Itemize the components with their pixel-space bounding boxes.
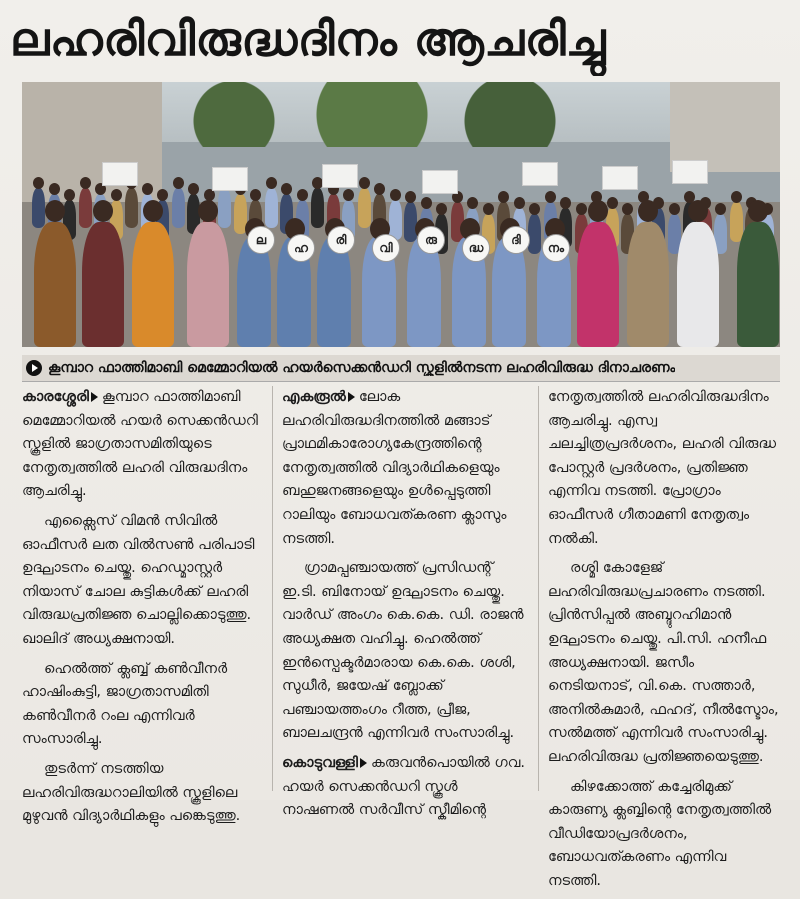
crowd-head bbox=[483, 203, 494, 215]
crowd-head bbox=[669, 203, 680, 215]
crowd-head bbox=[467, 197, 478, 209]
protest-placard bbox=[212, 167, 248, 191]
col3-para-1: നേതൃത്വത്തിൽ ലഹരിവിരുദ്ധദിനം ആചരിച്ചു. എസ്വ ചലച്ചിത്രപ്രദർശനം, ലഹരി വിരുദ്ധ പോസ്റ്റർ പ്രദർശനം, പ്രതിജ്ഞ എന്നിവ നടത്തി. പ്രോഗ്രാം ഓഫീസർ ഗീതാമണി നേതൃത്വം നൽകി. bbox=[548, 389, 777, 547]
crowd-head bbox=[715, 203, 726, 215]
headline: ലഹരിവിരുദ്ധദിനം ആചരിച്ചു bbox=[10, 12, 606, 66]
crowd-head bbox=[80, 177, 91, 189]
crowd-head bbox=[143, 200, 163, 222]
column-divider bbox=[538, 386, 539, 791]
crowd-head bbox=[436, 203, 447, 215]
letter-disc: നം bbox=[542, 234, 570, 262]
news-photo bbox=[22, 82, 780, 347]
crowd-person bbox=[317, 237, 351, 347]
crowd-person bbox=[79, 188, 92, 228]
crowd-person bbox=[737, 222, 779, 347]
crowd-head bbox=[188, 183, 199, 195]
crowd-head bbox=[281, 183, 292, 195]
col3-para-3: കിഴക്കോത്ത് കച്ചേരിമുക്ക് കാരുണ്യ ക്ലബ്ബിന്റെ നേതൃത്വത്തിൽ വീഡിയോപ്രദർശനം, ബോധവത്കരണം എന്നിവ നടത്തി. bbox=[548, 778, 772, 889]
crowd-person bbox=[172, 188, 185, 228]
crowd-person bbox=[34, 222, 76, 347]
photo-trees bbox=[142, 82, 602, 147]
protest-placard bbox=[102, 162, 138, 186]
letter-disc: രി bbox=[327, 226, 355, 254]
photo-crowd bbox=[22, 162, 780, 347]
crowd-head bbox=[622, 203, 633, 215]
crowd-person bbox=[528, 214, 541, 254]
col2-text-3: കരുവൻപൊയിൽ ഗവ. ഹയർ സെക്കൻഡറി സ്കൂൾ നാഷണൽ സർവീസ് സ്കീമിന്റെ bbox=[282, 754, 525, 819]
crowd-head bbox=[359, 177, 370, 189]
crowd-head bbox=[560, 197, 571, 209]
protest-placard bbox=[522, 162, 558, 186]
photo-building-right bbox=[670, 82, 780, 172]
crowd-person bbox=[311, 188, 324, 228]
protest-placard bbox=[672, 160, 708, 184]
crowd-head bbox=[688, 200, 708, 222]
article-column-3 bbox=[548, 386, 780, 899]
crowd-head bbox=[529, 203, 540, 215]
col1-para-1 bbox=[22, 386, 262, 504]
col2-dateline-1: എകരൂൽ bbox=[282, 389, 346, 405]
crowd-head bbox=[64, 189, 75, 201]
crowd-head bbox=[638, 200, 658, 222]
crowd-person bbox=[32, 188, 45, 228]
play-bullet-icon bbox=[26, 360, 42, 376]
crowd-person bbox=[407, 237, 441, 347]
crowd-head bbox=[588, 200, 608, 222]
crowd-head bbox=[421, 197, 432, 209]
letter-disc: ല bbox=[247, 226, 275, 254]
letter-disc: രു bbox=[417, 226, 445, 254]
crowd-head bbox=[390, 189, 401, 201]
letter-disc: വി bbox=[372, 234, 400, 262]
col3-para-2: രശ്മി കോളേജ് ലഹരിവിരുദ്ധപ്രചാരണം നടത്തി. പ്രിൻസിപ്പൽ അബ്ദുറഹിമാൻ ഉദ്ഘാടനം ചെയ്തു. പി.സി. ഹനീഫ അധ്യക്ഷനായി. ജസീം നെടിയനാട്, വി.കെ. സത്താർ, അനിൽകുമാർ, ഫഹദ്, നീൽസ്ടോം, സൽമത്ത് എന്നിവർ സംസാരിച്ചു. ലഹരിവിരുദ്ധ പ്രതിജ്ഞയെടുത്തു. bbox=[548, 560, 779, 765]
crowd-head bbox=[731, 191, 742, 203]
col2-para-1 bbox=[282, 386, 530, 551]
crowd-person bbox=[237, 237, 271, 347]
crowd-head bbox=[514, 197, 525, 209]
letter-disc: ഹ bbox=[287, 234, 315, 262]
article-column-2 bbox=[282, 386, 530, 829]
crowd-person bbox=[730, 202, 743, 242]
crowd-head bbox=[343, 189, 354, 201]
crowd-head bbox=[748, 200, 768, 222]
crowd-head bbox=[405, 191, 416, 203]
crowd-head bbox=[111, 189, 122, 201]
col2-para-2: ഗ്രാമപ്പഞ്ചായത്ത് പ്രസിഡന്റ് ഇ.ടി. ബിനോയ് ഉദ്ഘാടനം ചെയ്തു. വാർഡ് അംഗം കെ.കെ. ഡി. രാജൻ അധ്യക്ഷത വഹിച്ചു. ഹെൽത്ത് ഇൻസ്പെക്ടർമാരായ കെ.കെ. ശശി, സുധീർ, ജയേഷ് ബ്ലോക്ക് പഞ്ചായത്തംഗം റീത്ത, പ്രീജ, ബാലചന്ദ്രൻ എന്നിവർ സംസാരിച്ചു. bbox=[282, 560, 524, 742]
letter-disc: ദ്ധ bbox=[462, 234, 490, 262]
crowd-person bbox=[132, 222, 174, 347]
col1-para-2: എക്സൈസ് വിമൻ സിവിൽ ഓഫീസർ ലത വിൽസൺ പരിപാടി ഉദ്ഘാടനം ചെയ്തു. ഹെഡ്മാസ്റ്റർ നിയാസ് ചോല കുട്ടികൾക്ക് ലഹരി വിരുദ്ധപ്രതിജ്ഞ ചൊല്ലിക്കൊടുത്തു. ഖാലിദ് അധ്യക്ഷനായി. bbox=[22, 512, 255, 647]
crowd-head bbox=[576, 203, 587, 215]
col1-para-4: തുടർന്ന് നടത്തിയ ലഹരിവിരുദ്ധറാലിയിൽ സ്കൂളിലെ മുഴുവൻ വിദ്യാർഥികളും പങ്കെടുത്തു. bbox=[22, 760, 241, 825]
col2-text-1: ലോക ലഹരിവിരുദ്ധദിനത്തിൽ മങ്ങാട് പ്രാഥമികാരോഗ്യകേന്ദ്രത്തിന്റെ നേതൃത്വത്തിൽ വിദ്യാർഥികളെയും ബഹുജനങ്ങളെയും ഉൾപ്പെടുത്തി റാലിയും ബോധവത്കരണ ക്ലാസും നടത്തി. bbox=[282, 389, 507, 547]
dateline-arrow-icon bbox=[360, 758, 367, 768]
crowd-person bbox=[627, 222, 669, 347]
col1-text-1: കൂമ്പാറ ഫാത്തിമാബി മെമ്മോറിയൽ ഹയർ സെക്കൻഡറി സ്കൂളിൽ ജാഗ്രതാസമിതിയുടെ നേതൃത്വത്തിൽ ലഹരി വിരുദ്ധദിനം ആചരിച്ചു. bbox=[22, 389, 258, 500]
crowd-head bbox=[33, 177, 44, 189]
crowd-person bbox=[265, 188, 278, 228]
crowd-person bbox=[577, 222, 619, 347]
col1-para-3: ഹെൽത്ത് ക്ലബ്ബ് കൺവീനർ ഹാഷിംകുട്ടി, ജാഗ്രതാസമിതി കൺവീനർ റംല എന്നിവർ സംസാരിച്ചു. bbox=[22, 660, 228, 748]
crowd-person bbox=[404, 202, 417, 242]
protest-placard bbox=[602, 166, 638, 190]
crowd-head bbox=[198, 200, 218, 222]
crowd-head bbox=[93, 200, 113, 222]
dateline-arrow-icon bbox=[91, 392, 98, 402]
crowd-head bbox=[157, 189, 168, 201]
crowd-head bbox=[607, 197, 618, 209]
crowd-person bbox=[358, 188, 371, 228]
crowd-person bbox=[82, 222, 124, 347]
crowd-head bbox=[545, 191, 556, 203]
crowd-head bbox=[142, 183, 153, 195]
caption-text: കൂമ്പാറ ഫാത്തിമാബി മെമ്മോറിയൽ ഹയർസെക്കൻഡറി സ്കൂളിൽനടന്ന ലഹരിവിരുദ്ധ ദിനാചരണം bbox=[48, 360, 676, 376]
dateline-arrow-icon bbox=[348, 392, 355, 402]
crowd-head bbox=[498, 191, 509, 203]
crowd-head bbox=[49, 183, 60, 195]
crowd-head bbox=[297, 189, 308, 201]
crowd-head bbox=[45, 200, 65, 222]
crowd-person bbox=[218, 188, 231, 228]
letter-disc: ദി bbox=[502, 226, 530, 254]
article-column-1 bbox=[22, 386, 262, 835]
crowd-person bbox=[677, 222, 719, 347]
col1-dateline: കാരശ്ശേരി bbox=[22, 389, 89, 405]
crowd-head bbox=[266, 177, 277, 189]
crowd-person bbox=[187, 222, 229, 347]
col2-para-3 bbox=[282, 752, 530, 823]
crowd-head bbox=[374, 183, 385, 195]
crowd-person bbox=[492, 237, 526, 347]
col2-dateline-2: കൊടുവള്ളി bbox=[282, 754, 358, 771]
crowd-person bbox=[125, 188, 138, 228]
protest-placard bbox=[422, 170, 458, 194]
crowd-head bbox=[250, 189, 261, 201]
column-divider bbox=[272, 386, 273, 791]
crowd-head bbox=[173, 177, 184, 189]
protest-placard bbox=[322, 164, 358, 188]
photo-caption bbox=[22, 355, 780, 382]
